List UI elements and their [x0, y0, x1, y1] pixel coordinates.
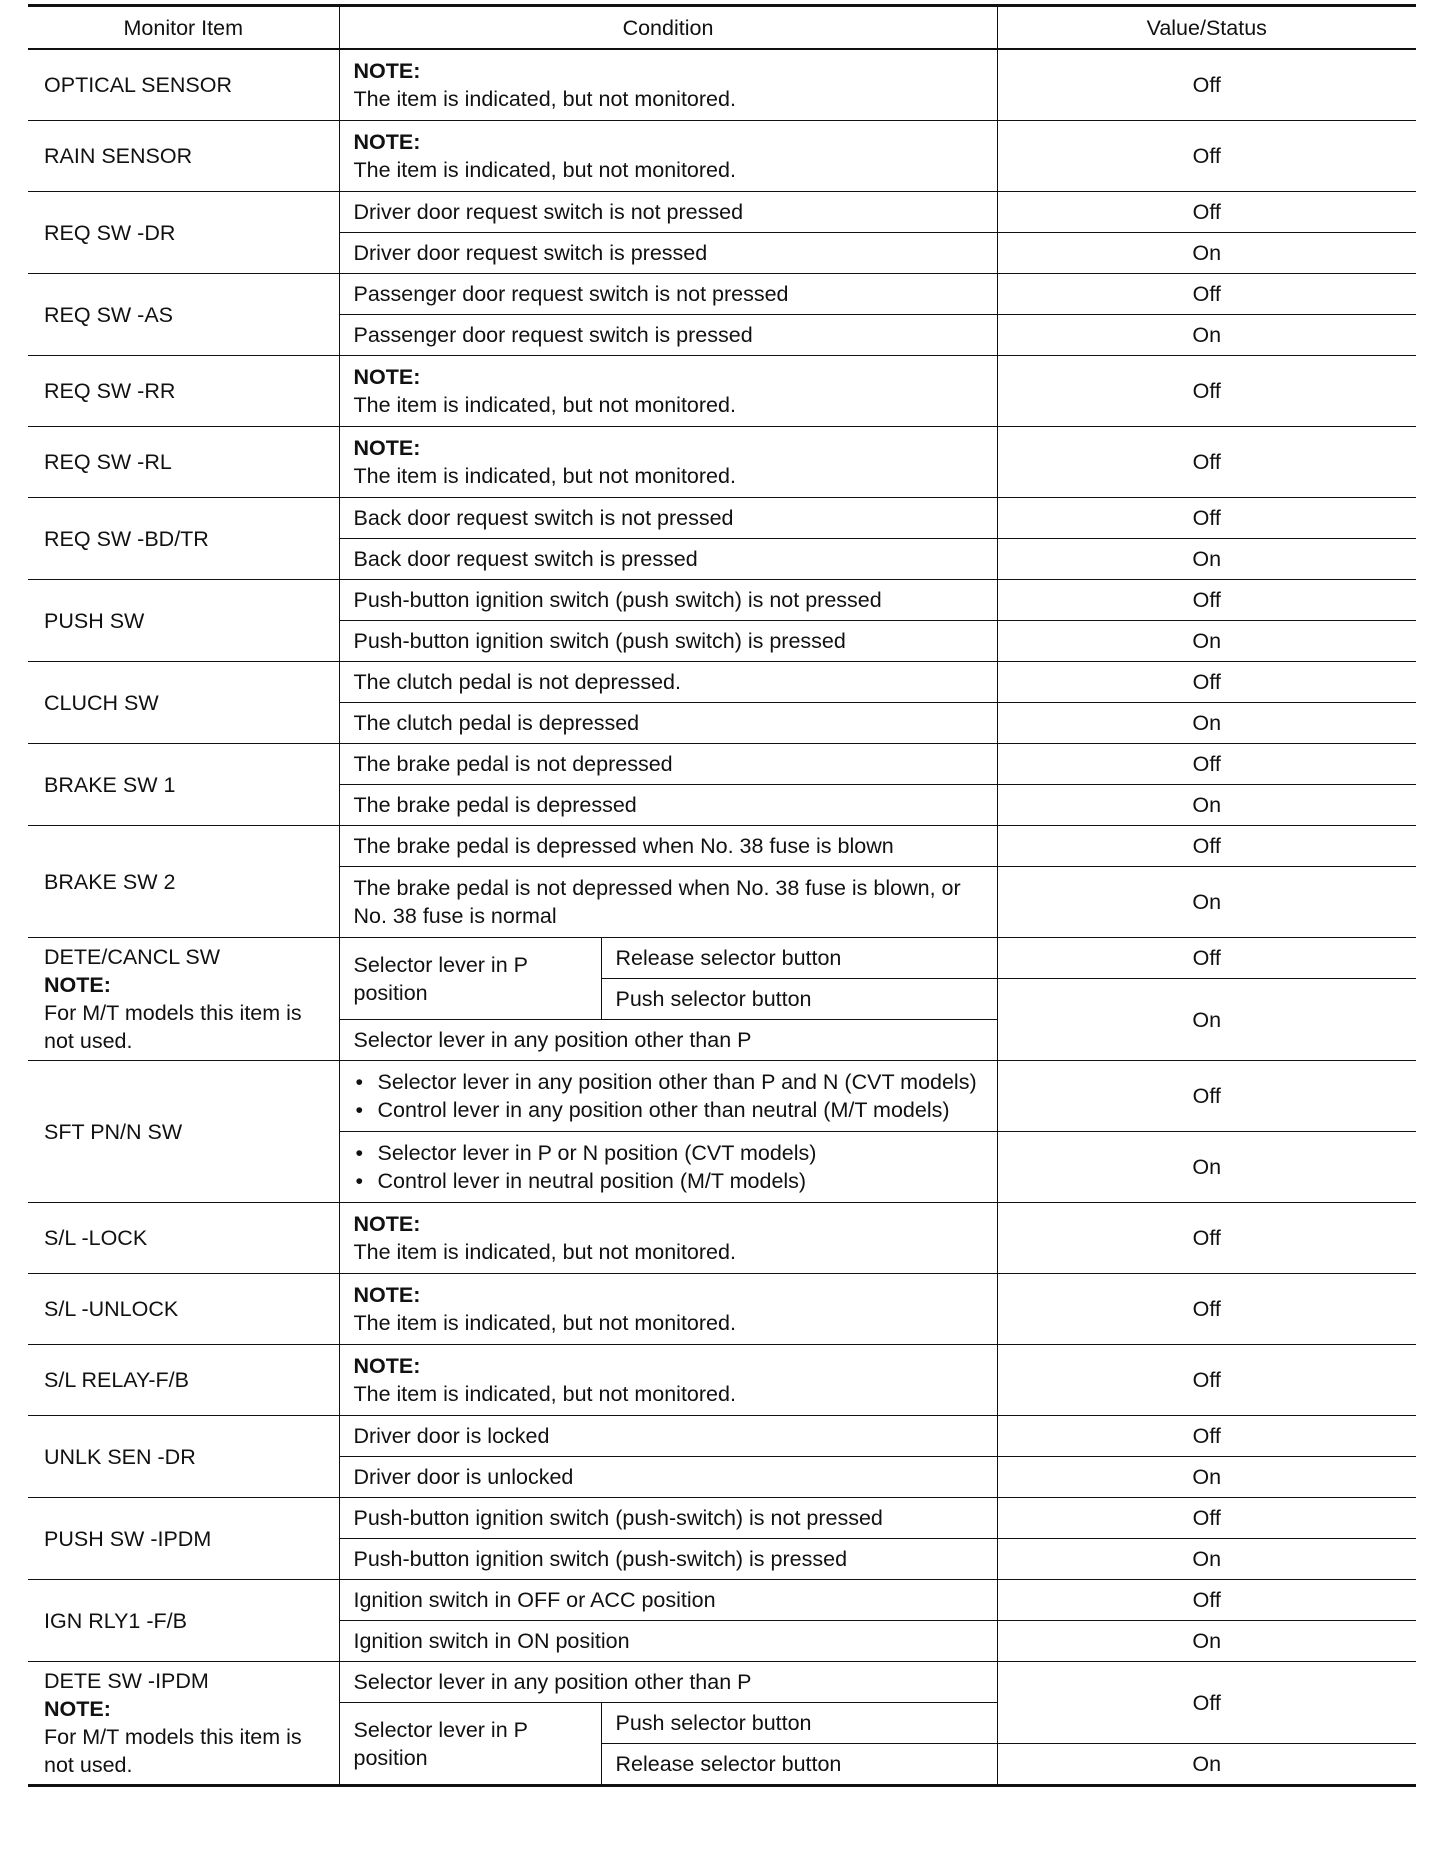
value-cell: On	[997, 1744, 1416, 1786]
condition-cell	[339, 1061, 997, 1132]
note-label: NOTE:	[353, 59, 421, 83]
note-text: The item is indicated, but not monitored.	[353, 464, 736, 488]
condition-cell: The clutch pedal is depressed	[339, 703, 997, 744]
value-cell: Off	[997, 1274, 1416, 1345]
list-item: • Control lever in any position other than neutral (M/T models)	[354, 1096, 983, 1124]
condition-cell: The brake pedal is depressed	[339, 785, 997, 826]
value-cell: Off	[997, 1580, 1416, 1621]
note-text: The item is indicated, but not monitored.	[353, 158, 736, 182]
condition-cell: Driver door is unlocked	[339, 1457, 997, 1498]
value-cell: On	[997, 315, 1416, 356]
monitor-table	[28, 4, 1416, 1787]
table-row	[28, 1416, 1416, 1457]
condition-cell	[339, 1132, 997, 1203]
value-cell: Off	[997, 1416, 1416, 1457]
value-cell: Off	[997, 826, 1416, 867]
condition-cell: The clutch pedal is not depressed.	[339, 662, 997, 703]
note-text: The item is indicated, but not monitored.	[353, 1382, 736, 1406]
value-cell: Off	[997, 356, 1416, 427]
bullet-list	[354, 1068, 983, 1124]
value-cell: Off	[997, 1203, 1416, 1274]
monitor-item-cell: BRAKE SW 1	[28, 744, 339, 826]
condition-cell: Back door request switch is pressed	[339, 539, 997, 580]
condition-cell: The brake pedal is not depressed	[339, 744, 997, 785]
value-cell: On	[997, 1621, 1416, 1662]
note-text: The item is indicated, but not monitored.	[353, 1311, 736, 1335]
value-cell: Off	[997, 744, 1416, 785]
monitor-item-cell: PUSH SW -IPDM	[28, 1498, 339, 1580]
value-cell: Off	[997, 1662, 1416, 1744]
note-label: NOTE:	[44, 1697, 111, 1721]
monitor-item-cell: S/L RELAY-F/B	[28, 1345, 339, 1416]
condition-cell: Ignition switch in ON position	[339, 1621, 997, 1662]
value-cell: Off	[997, 427, 1416, 498]
condition-cell: Selector lever in any position other than P	[339, 1662, 997, 1703]
condition-cell: The brake pedal is depressed when No. 38 fuse is blown	[339, 826, 997, 867]
sub-condition-cell: Push selector button	[601, 979, 997, 1020]
bullet-list	[354, 1139, 983, 1195]
table-header-row	[28, 6, 1416, 50]
condition-cell	[339, 1345, 997, 1416]
monitor-item-cell: REQ SW -BD/TR	[28, 498, 339, 580]
header-value-status: Value/Status	[997, 6, 1416, 50]
value-cell: Off	[997, 121, 1416, 192]
note-label: NOTE:	[353, 130, 421, 154]
monitor-item-cell: SFT PN/N SW	[28, 1061, 339, 1203]
monitor-item-name: DETE/CANCL SW	[44, 945, 220, 969]
note-text: The item is indicated, but not monitored.	[353, 87, 736, 111]
monitor-item-cell	[28, 938, 339, 1061]
condition-cell	[339, 1203, 997, 1274]
list-item: • Control lever in neutral position (M/T models)	[354, 1167, 983, 1195]
condition-group-cell: Selector lever in P position	[339, 938, 601, 1020]
value-cell: Off	[997, 49, 1416, 121]
value-cell: On	[997, 785, 1416, 826]
value-cell: Off	[997, 274, 1416, 315]
value-cell: On	[997, 539, 1416, 580]
condition-cell: Selector lever in any position other than P	[339, 1020, 997, 1061]
value-cell: On	[997, 1457, 1416, 1498]
sub-condition-cell: Release selector button	[601, 938, 997, 979]
condition-cell	[339, 356, 997, 427]
monitor-item-cell: BRAKE SW 2	[28, 826, 339, 938]
monitor-item-cell: OPTICAL SENSOR	[28, 49, 339, 121]
condition-cell: Passenger door request switch is not pressed	[339, 274, 997, 315]
condition-cell: Passenger door request switch is pressed	[339, 315, 997, 356]
list-item: • Selector lever in P or N position (CVT models)	[354, 1139, 983, 1167]
monitor-item-cell: REQ SW -AS	[28, 274, 339, 356]
condition-cell	[339, 1274, 997, 1345]
note-text: For M/T models this item is not used.	[44, 1001, 302, 1053]
monitor-item-cell: RAIN SENSOR	[28, 121, 339, 192]
note-text: For M/T models this item is not used.	[44, 1725, 302, 1777]
table-row	[28, 274, 1416, 315]
value-cell: On	[997, 621, 1416, 662]
note-label: NOTE:	[44, 973, 111, 997]
table-row	[28, 1203, 1416, 1274]
note-label: NOTE:	[353, 1283, 421, 1307]
condition-cell: The brake pedal is not depressed when No. 38 fuse is blown, or No. 38 fuse is normal	[339, 867, 997, 938]
value-cell: Off	[997, 1345, 1416, 1416]
table-row	[28, 192, 1416, 233]
table-row	[28, 121, 1416, 192]
condition-cell: Push-button ignition switch (push-switch) is pressed	[339, 1539, 997, 1580]
list-item: • Selector lever in any position other than P and N (CVT models)	[354, 1068, 983, 1096]
monitor-item-cell: PUSH SW	[28, 580, 339, 662]
table-row	[28, 1498, 1416, 1539]
table-row	[28, 826, 1416, 867]
value-cell: On	[997, 979, 1416, 1061]
table-row	[28, 1345, 1416, 1416]
table-row	[28, 1580, 1416, 1621]
condition-cell: Ignition switch in OFF or ACC position	[339, 1580, 997, 1621]
monitor-item-name: DETE SW -IPDM	[44, 1669, 209, 1693]
condition-cell: Driver door is locked	[339, 1416, 997, 1457]
table-row	[28, 938, 1416, 979]
table-row	[28, 1061, 1416, 1132]
table-row	[28, 662, 1416, 703]
condition-cell: Back door request switch is not pressed	[339, 498, 997, 539]
condition-cell: Driver door request switch is pressed	[339, 233, 997, 274]
monitor-item-cell: S/L -UNLOCK	[28, 1274, 339, 1345]
condition-cell	[339, 427, 997, 498]
table-row	[28, 580, 1416, 621]
monitor-item-cell: IGN RLY1 -F/B	[28, 1580, 339, 1662]
note-label: NOTE:	[353, 436, 421, 460]
value-cell: On	[997, 867, 1416, 938]
table-row	[28, 1274, 1416, 1345]
monitor-item-cell: REQ SW -RR	[28, 356, 339, 427]
sub-condition-cell: Release selector button	[601, 1744, 997, 1786]
condition-cell: Push-button ignition switch (push-switch) is not pressed	[339, 1498, 997, 1539]
note-text: The item is indicated, but not monitored.	[353, 1240, 736, 1264]
monitor-item-cell: REQ SW -DR	[28, 192, 339, 274]
value-cell: Off	[997, 192, 1416, 233]
table-row	[28, 356, 1416, 427]
condition-cell: Push-button ignition switch (push switch) is pressed	[339, 621, 997, 662]
value-cell: Off	[997, 1061, 1416, 1132]
value-cell: Off	[997, 1498, 1416, 1539]
sub-condition-cell: Push selector button	[601, 1703, 997, 1744]
header-monitor-item: Monitor Item	[28, 6, 339, 50]
value-cell: On	[997, 233, 1416, 274]
condition-cell: Driver door request switch is not pressed	[339, 192, 997, 233]
table-row	[28, 1662, 1416, 1703]
table-row	[28, 498, 1416, 539]
value-cell: Off	[997, 498, 1416, 539]
condition-cell: Push-button ignition switch (push switch) is not pressed	[339, 580, 997, 621]
value-cell: Off	[997, 938, 1416, 979]
monitor-item-cell: S/L -LOCK	[28, 1203, 339, 1274]
condition-cell	[339, 49, 997, 121]
condition-cell	[339, 121, 997, 192]
note-label: NOTE:	[353, 1212, 421, 1236]
monitor-item-cell: CLUCH SW	[28, 662, 339, 744]
condition-group-cell: Selector lever in P position	[339, 1703, 601, 1786]
monitor-item-cell: REQ SW -RL	[28, 427, 339, 498]
header-condition: Condition	[339, 6, 997, 50]
monitor-document	[28, 4, 1416, 1787]
value-cell: On	[997, 1539, 1416, 1580]
monitor-item-cell: UNLK SEN -DR	[28, 1416, 339, 1498]
monitor-item-cell	[28, 1662, 339, 1786]
note-label: NOTE:	[353, 365, 421, 389]
note-text: The item is indicated, but not monitored.	[353, 393, 736, 417]
value-cell: Off	[997, 580, 1416, 621]
value-cell: Off	[997, 662, 1416, 703]
value-cell: On	[997, 703, 1416, 744]
table-row	[28, 427, 1416, 498]
note-label: NOTE:	[353, 1354, 421, 1378]
value-cell: On	[997, 1132, 1416, 1203]
table-row	[28, 49, 1416, 121]
table-row	[28, 744, 1416, 785]
